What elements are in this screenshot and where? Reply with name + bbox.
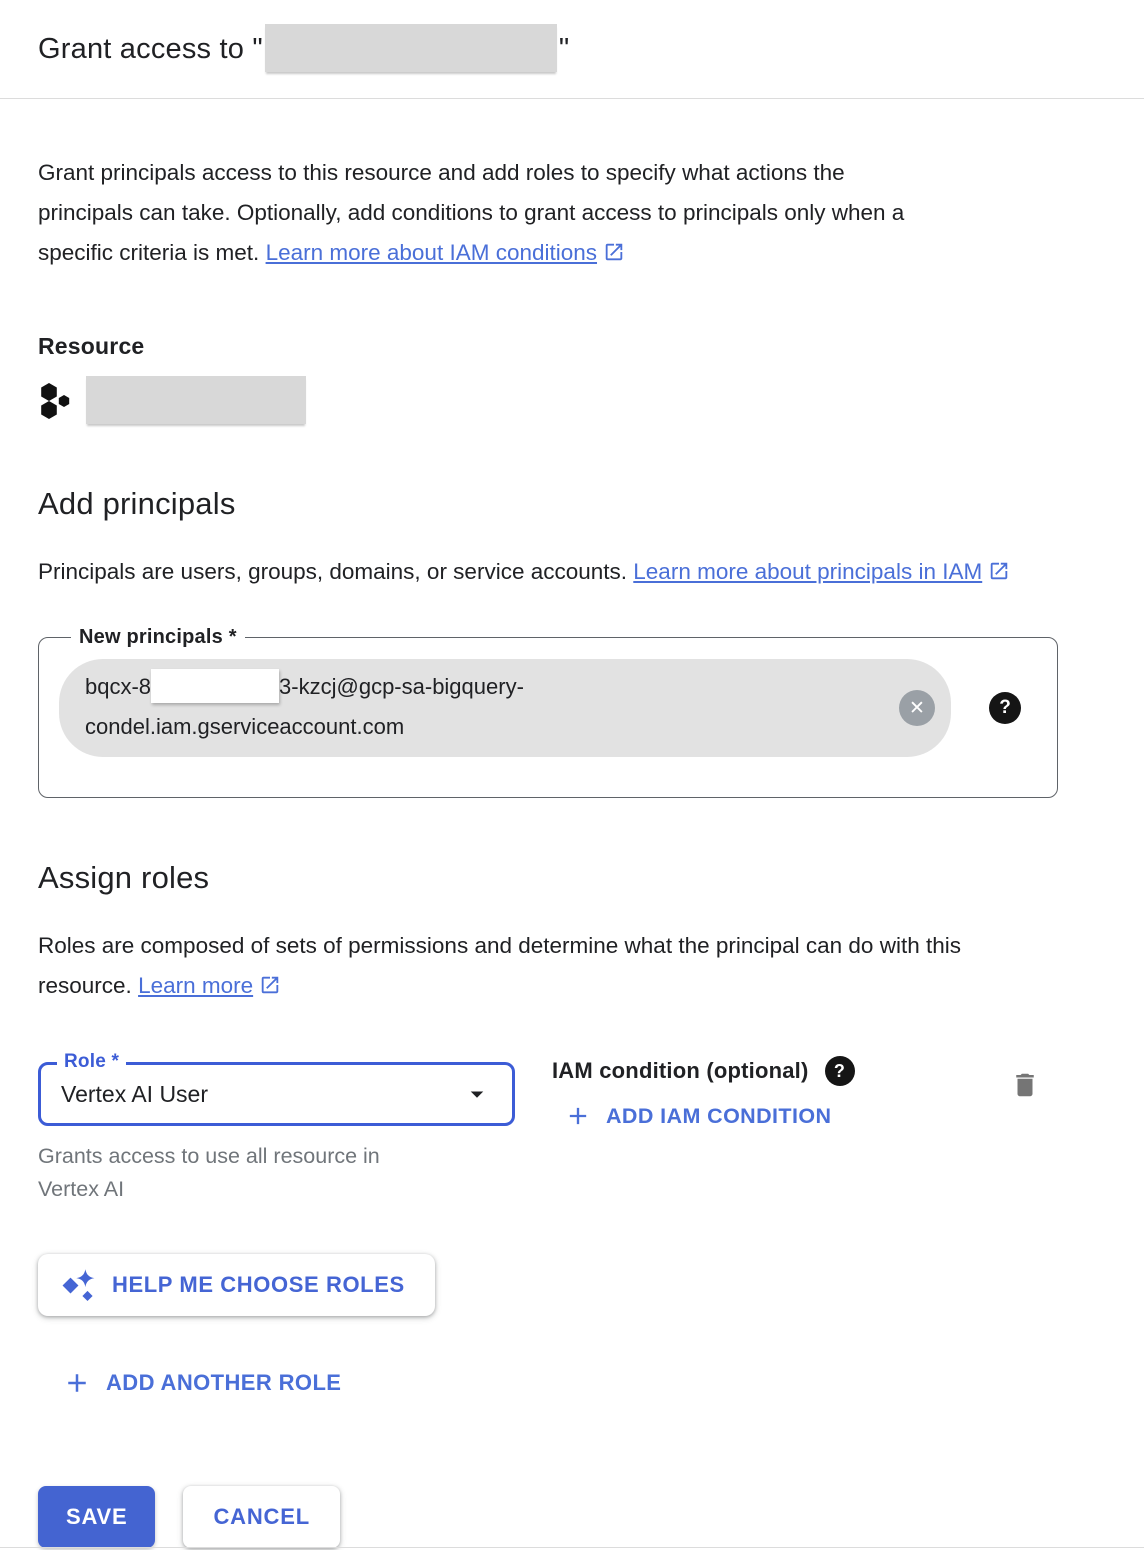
resource-heading: Resource xyxy=(38,333,145,359)
intro-text xyxy=(38,153,1050,273)
dialog-header xyxy=(0,0,1144,98)
dialog-body xyxy=(0,153,1144,1548)
principal-chip-row xyxy=(59,659,1039,757)
title-suffix: " xyxy=(558,33,570,65)
page-title xyxy=(38,24,1106,72)
add-principals-heading: Add principals xyxy=(38,486,236,521)
iam-conditions-learn-more-link[interactable]: Learn more about IAM conditions xyxy=(266,240,625,265)
roles-description: Roles are composed of sets of permissions and determine what the principal can do with this resource. Learn more xyxy=(38,933,961,998)
trash-icon xyxy=(1010,1070,1040,1100)
gemini-sparkle-icon xyxy=(62,1268,96,1302)
dropdown-arrow-icon xyxy=(462,1079,492,1109)
new-principals-label: New principals * xyxy=(79,626,237,648)
iam-condition-column xyxy=(552,1050,855,1130)
redacted-resource-name xyxy=(265,24,557,72)
plus-icon xyxy=(564,1102,592,1130)
intro-line: specific criteria is met. xyxy=(38,240,260,265)
add-another-role-button[interactable]: ADD ANOTHER ROLE xyxy=(62,1368,341,1398)
redacted-principal-id xyxy=(151,669,279,703)
intro-line: Grant principals access to this resource and add roles to specify what actions the xyxy=(38,160,845,185)
role-helper-text: Grants access to use all resource in Vertex AI xyxy=(38,1144,380,1201)
resource-row xyxy=(38,376,1106,424)
principals-help-icon[interactable]: ? xyxy=(989,692,1021,724)
title-prefix: Grant access to " xyxy=(38,33,263,65)
add-iam-condition-button[interactable]: ADD IAM CONDITION xyxy=(564,1102,831,1130)
iam-condition-help-icon[interactable]: ? xyxy=(825,1056,855,1086)
principals-description: Principals are users, groups, domains, or service accounts. Learn more about principals in IAM xyxy=(38,552,1050,592)
bottom-divider xyxy=(0,1547,1144,1548)
principals-learn-more-link[interactable]: Learn more about principals in IAM xyxy=(633,559,1010,584)
cancel-button[interactable]: CANCEL xyxy=(183,1486,339,1548)
header-divider xyxy=(0,98,1144,99)
role-selected-value: Vertex AI User xyxy=(61,1080,209,1107)
role-select[interactable] xyxy=(38,1051,515,1126)
resource-type-icon xyxy=(38,379,74,421)
role-row xyxy=(38,1050,1106,1206)
delete-role-button[interactable] xyxy=(1010,1070,1040,1103)
roles-learn-more-link[interactable]: Learn more xyxy=(138,973,281,998)
remove-principal-button[interactable] xyxy=(899,690,935,726)
plus-icon xyxy=(62,1368,92,1398)
save-button[interactable]: SAVE xyxy=(38,1486,155,1548)
assign-roles-heading: Assign roles xyxy=(38,860,210,895)
external-link-icon xyxy=(259,974,281,996)
redacted-resource-value xyxy=(86,376,306,424)
role-label: Role * xyxy=(57,1051,126,1073)
principal-email: bqcx-8 3-kzcj@gcp-sa-bigquery- condel.iam.gserviceaccount.com xyxy=(85,674,524,739)
dialog-actions xyxy=(38,1486,1106,1548)
delete-role-column xyxy=(1010,1070,1106,1105)
iam-condition-label-row xyxy=(552,1056,855,1086)
iam-condition-label: IAM condition (optional) xyxy=(552,1058,809,1083)
external-link-icon xyxy=(603,241,625,263)
close-icon: ✕ xyxy=(909,697,925,719)
intro-line: principals can take. Optionally, add conditions to grant access to principals only when a xyxy=(38,200,905,225)
role-column xyxy=(38,1050,515,1206)
new-principals-field[interactable] xyxy=(38,626,1058,798)
help-me-choose-roles-button[interactable]: HELP ME CHOOSE ROLES xyxy=(38,1254,435,1316)
external-link-icon xyxy=(988,560,1010,582)
principal-chip xyxy=(59,659,951,757)
